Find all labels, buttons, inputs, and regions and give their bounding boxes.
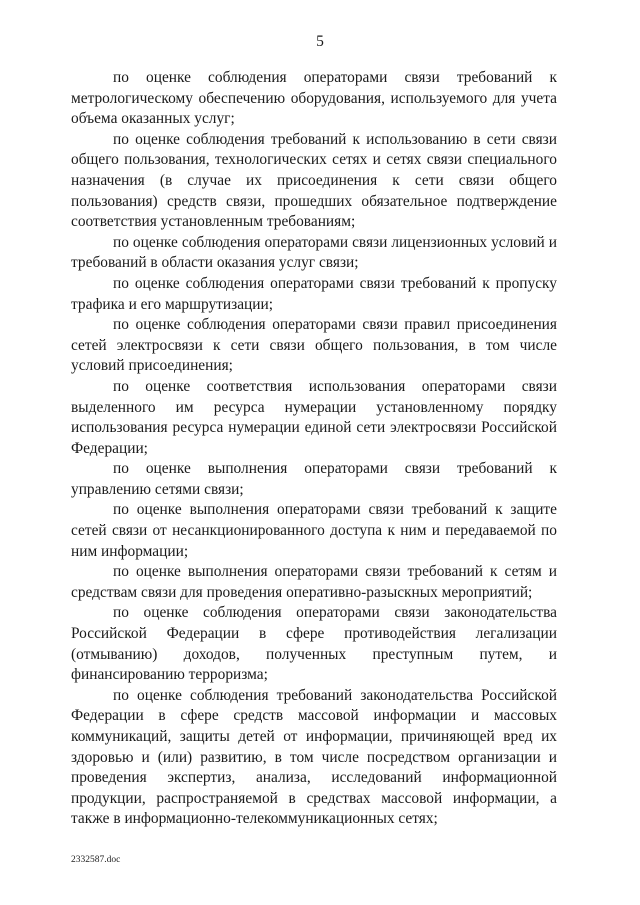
- paragraph-network-interconnection: по оценке соблюдения операторами связи правил присоединения сетей электросвязи к сети связи общего пользования, в том числе условий присоединения;: [71, 316, 557, 375]
- paragraph-network-management: по оценке выполнения операторами связи требований к управлению сетями связи;: [71, 460, 557, 498]
- paragraph-numbering-resource: по оценке соответствия использования операторами связи выделенного им ресурса нумерации установленному порядку использования ресурса нумерации единой сети электросвязи Российской Федерации;: [71, 377, 557, 457]
- page-number: 5: [316, 33, 324, 50]
- paragraph-anti-money-laundering: по оценке соблюдения операторами связи законодательства Российской Федерации в сфере противодействия легализации (отмыванию) доходов, полученных преступным путем, и финансированию терроризма;: [71, 604, 557, 684]
- paragraph-metrology: по оценке соблюдения операторами связи требований к метрологическому обеспечению оборудования, используемого для учета объема оказанных услуг;: [71, 69, 557, 128]
- paragraph-certified-equipment: по оценке соблюдения требований к использованию в сети связи общего пользования, технологических сетях и сетях связи специального назначения (в случае их присоединения к сети связи общего пользования) средств связи, прошедших обязательное подтверждение соответствия установленным требованиям;: [71, 130, 557, 231]
- paragraph-mass-media: по оценке соблюдения требований законодательства Российской Федерации в сфере средств массовой информации и массовых коммуникаций, защиты детей от информации, причиняющей вред их здоровью и (или) развитию, в том числе посредством организации и проведения экспертиз, анализа, исследований информационной продукции, распространяемой в средствах массовой информации, а также в информационно-телекоммуникационных сетях;: [71, 686, 557, 828]
- document-body: [71, 68, 557, 830]
- paragraph-license-conditions: по оценке соблюдения операторами связи лицензионных условий и требований в области оказания услуг связи;: [71, 233, 557, 272]
- paragraph-investigative-measures: по оценке выполнения операторами связи требований к сетям и средствам связи для проведения оперативно-разыскных мероприятий;: [71, 563, 557, 601]
- footer-file-code: 2332587.doc: [71, 855, 121, 865]
- paragraph-network-protection: по оценке выполнения операторами связи требований к защите сетей связи от несанкционированного доступа к ним и передаваемой по ним информации;: [71, 501, 557, 560]
- paragraph-traffic-routing: по оценке соблюдения операторами связи требований к пропуску трафика и его маршрутизации;: [71, 274, 557, 313]
